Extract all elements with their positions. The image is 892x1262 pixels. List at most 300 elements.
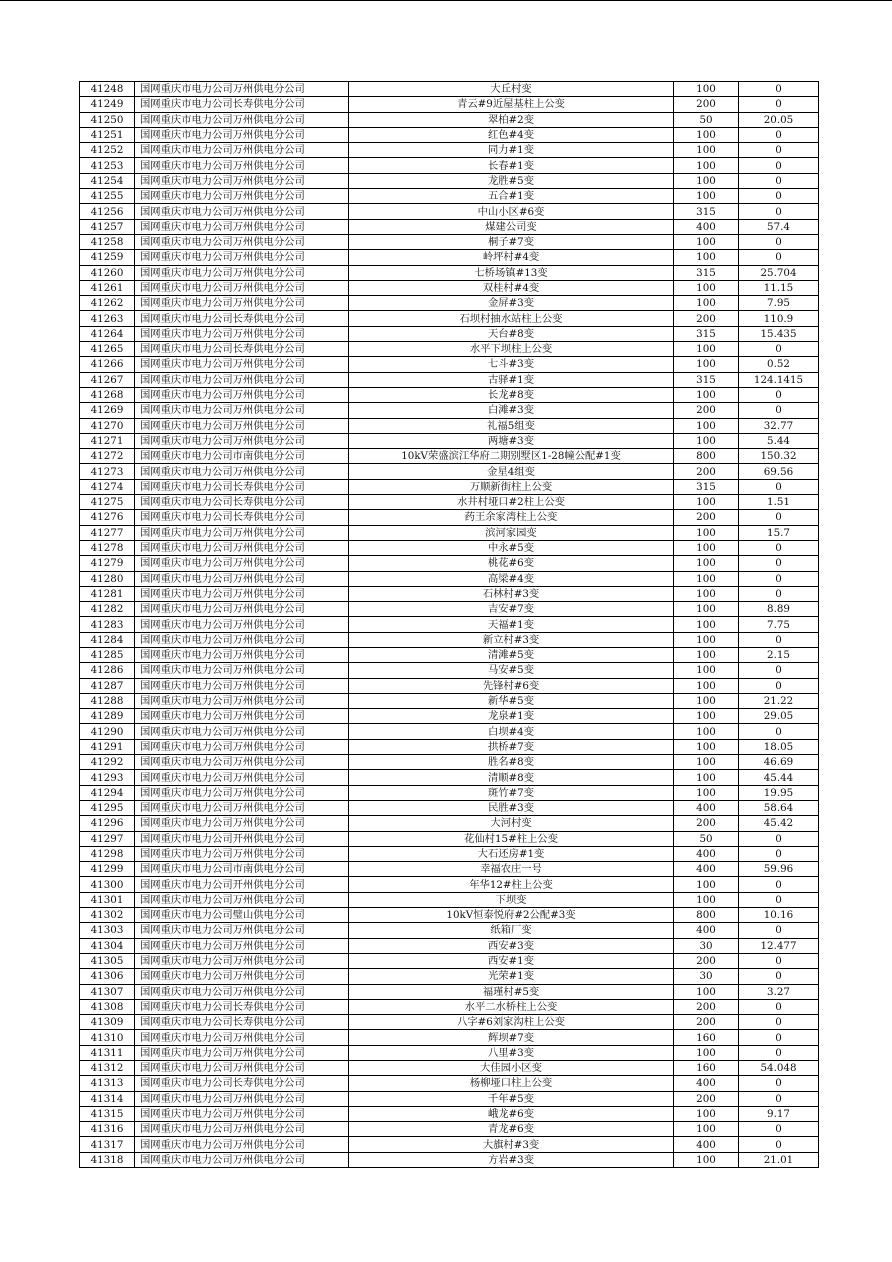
table-row bbox=[80, 984, 819, 999]
cell-value: 0 bbox=[739, 403, 819, 418]
cell-transformer-name: 万顺新街柱上公变 bbox=[349, 479, 674, 494]
cell-company: 国网重庆市电力公司万州供电分公司 bbox=[135, 938, 349, 953]
cell-transformer-name: 金屏#3变 bbox=[349, 296, 674, 311]
table-row bbox=[80, 831, 819, 846]
cell-transformer-name: 杨柳垭口柱上公变 bbox=[349, 1076, 674, 1091]
cell-company: 国网重庆市电力公司万州供电分公司 bbox=[135, 525, 349, 540]
cell-company: 国网重庆市电力公司万州供电分公司 bbox=[135, 357, 349, 372]
table-row bbox=[80, 219, 819, 234]
cell-value: 0 bbox=[739, 831, 819, 846]
cell-transformer-name: 两塘#3变 bbox=[349, 433, 674, 448]
cell-company: 国网重庆市电力公司万州供电分公司 bbox=[135, 433, 349, 448]
cell-company: 国网重庆市电力公司开州供电分公司 bbox=[135, 831, 349, 846]
cell-company: 国网重庆市电力公司万州供电分公司 bbox=[135, 112, 349, 127]
cell-id: 41310 bbox=[80, 1030, 135, 1045]
cell-value: 21.22 bbox=[739, 693, 819, 708]
cell-transformer-name: 西安#3变 bbox=[349, 938, 674, 953]
cell-transformer-name: 大佳园小区变 bbox=[349, 1061, 674, 1076]
cell-transformer-name: 花仙村15#柱上公变 bbox=[349, 831, 674, 846]
cell-id: 41294 bbox=[80, 785, 135, 800]
cell-company: 国网重庆市电力公司长寿供电分公司 bbox=[135, 311, 349, 326]
cell-id: 41262 bbox=[80, 296, 135, 311]
cell-transformer-name: 长龙#8变 bbox=[349, 387, 674, 402]
cell-capacity: 200 bbox=[674, 403, 739, 418]
table-row bbox=[80, 418, 819, 433]
cell-capacity: 100 bbox=[674, 1106, 739, 1121]
cell-capacity: 100 bbox=[674, 158, 739, 173]
table-row bbox=[80, 693, 819, 708]
cell-value: 0 bbox=[739, 999, 819, 1014]
cell-company: 国网重庆市电力公司万州供电分公司 bbox=[135, 1045, 349, 1060]
cell-transformer-name: 大石还房#1变 bbox=[349, 846, 674, 861]
table-row bbox=[80, 1061, 819, 1076]
cell-capacity: 100 bbox=[674, 189, 739, 204]
table-row bbox=[80, 127, 819, 142]
cell-company: 国网重庆市电力公司长寿供电分公司 bbox=[135, 479, 349, 494]
cell-company: 国网重庆市电力公司万州供电分公司 bbox=[135, 969, 349, 984]
cell-capacity: 100 bbox=[674, 433, 739, 448]
cell-id: 41254 bbox=[80, 173, 135, 188]
cell-transformer-name: 幸福农庄一号 bbox=[349, 862, 674, 877]
cell-capacity: 200 bbox=[674, 1091, 739, 1106]
table-row bbox=[80, 1152, 819, 1167]
cell-capacity: 100 bbox=[674, 1045, 739, 1060]
cell-id: 41264 bbox=[80, 326, 135, 341]
cell-capacity: 100 bbox=[674, 877, 739, 892]
cell-transformer-name: 胜名#8变 bbox=[349, 755, 674, 770]
cell-capacity: 315 bbox=[674, 479, 739, 494]
cell-capacity: 100 bbox=[674, 143, 739, 158]
data-table bbox=[79, 81, 819, 1168]
cell-transformer-name: 青龙#6变 bbox=[349, 1122, 674, 1137]
table-row bbox=[80, 449, 819, 464]
cell-company: 国网重庆市电力公司万州供电分公司 bbox=[135, 571, 349, 586]
table-row bbox=[80, 387, 819, 402]
cell-transformer-name: 滨河家园变 bbox=[349, 525, 674, 540]
cell-id: 41248 bbox=[80, 82, 135, 97]
cell-transformer-name: 清顺#8变 bbox=[349, 770, 674, 785]
cell-company: 国网重庆市电力公司万州供电分公司 bbox=[135, 846, 349, 861]
cell-transformer-name: 10kV荣盛滨江华府二期别墅区1-28幢公配#1变 bbox=[349, 449, 674, 464]
cell-value: 0 bbox=[739, 556, 819, 571]
cell-id: 41313 bbox=[80, 1076, 135, 1091]
cell-company: 国网重庆市电力公司市南供电分公司 bbox=[135, 449, 349, 464]
table-row bbox=[80, 1015, 819, 1030]
cell-capacity: 100 bbox=[674, 739, 739, 754]
cell-company: 国网重庆市电力公司万州供电分公司 bbox=[135, 984, 349, 999]
cell-company: 国网重庆市电力公司万州供电分公司 bbox=[135, 647, 349, 662]
cell-id: 41286 bbox=[80, 663, 135, 678]
cell-company: 国网重庆市电力公司万州供电分公司 bbox=[135, 1137, 349, 1152]
cell-company: 国网重庆市电力公司万州供电分公司 bbox=[135, 296, 349, 311]
cell-capacity: 50 bbox=[674, 831, 739, 846]
cell-company: 国网重庆市电力公司万州供电分公司 bbox=[135, 693, 349, 708]
cell-value: 110.9 bbox=[739, 311, 819, 326]
cell-value: 45.42 bbox=[739, 816, 819, 831]
table-row bbox=[80, 495, 819, 510]
cell-company: 国网重庆市电力公司万州供电分公司 bbox=[135, 1030, 349, 1045]
cell-capacity: 100 bbox=[674, 1152, 739, 1167]
cell-value: 0 bbox=[739, 663, 819, 678]
cell-transformer-name: 石林村#3变 bbox=[349, 586, 674, 601]
cell-capacity: 315 bbox=[674, 326, 739, 341]
cell-capacity: 100 bbox=[674, 280, 739, 295]
cell-company: 国网重庆市电力公司万州供电分公司 bbox=[135, 923, 349, 938]
table-row bbox=[80, 785, 819, 800]
cell-company: 国网重庆市电力公司万州供电分公司 bbox=[135, 372, 349, 387]
cell-value: 46.69 bbox=[739, 755, 819, 770]
cell-id: 41283 bbox=[80, 617, 135, 632]
cell-id: 41318 bbox=[80, 1152, 135, 1167]
cell-value: 0 bbox=[739, 510, 819, 525]
table-row bbox=[80, 938, 819, 953]
cell-value: 8.89 bbox=[739, 602, 819, 617]
table-row bbox=[80, 877, 819, 892]
cell-id: 41265 bbox=[80, 342, 135, 357]
cell-id: 41267 bbox=[80, 372, 135, 387]
cell-value: 0 bbox=[739, 923, 819, 938]
table-row bbox=[80, 372, 819, 387]
cell-id: 41261 bbox=[80, 280, 135, 295]
table-row bbox=[80, 862, 819, 877]
cell-company: 国网重庆市电力公司万州供电分公司 bbox=[135, 204, 349, 219]
cell-id: 41317 bbox=[80, 1137, 135, 1152]
cell-capacity: 100 bbox=[674, 418, 739, 433]
cell-transformer-name: 下坝变 bbox=[349, 892, 674, 907]
cell-value: 15.7 bbox=[739, 525, 819, 540]
cell-capacity: 100 bbox=[674, 892, 739, 907]
cell-capacity: 800 bbox=[674, 908, 739, 923]
cell-capacity: 200 bbox=[674, 97, 739, 112]
cell-company: 国网重庆市电力公司长寿供电分公司 bbox=[135, 97, 349, 112]
cell-value: 5.44 bbox=[739, 433, 819, 448]
cell-capacity: 200 bbox=[674, 464, 739, 479]
cell-transformer-name: 桃花#6变 bbox=[349, 556, 674, 571]
cell-id: 41253 bbox=[80, 158, 135, 173]
cell-value: 58.64 bbox=[739, 800, 819, 815]
table-row bbox=[80, 571, 819, 586]
cell-value: 3.27 bbox=[739, 984, 819, 999]
cell-company: 国网重庆市电力公司长寿供电分公司 bbox=[135, 510, 349, 525]
cell-transformer-name: 古驿#1变 bbox=[349, 372, 674, 387]
table-row bbox=[80, 97, 819, 112]
cell-value: 0 bbox=[739, 953, 819, 968]
cell-company: 国网重庆市电力公司万州供电分公司 bbox=[135, 953, 349, 968]
table-row bbox=[80, 112, 819, 127]
table-row bbox=[80, 189, 819, 204]
cell-id: 41270 bbox=[80, 418, 135, 433]
cell-capacity: 100 bbox=[674, 556, 739, 571]
cell-company: 国网重庆市电力公司万州供电分公司 bbox=[135, 1061, 349, 1076]
cell-capacity: 100 bbox=[674, 342, 739, 357]
cell-company: 国网重庆市电力公司万州供电分公司 bbox=[135, 632, 349, 647]
cell-id: 41271 bbox=[80, 433, 135, 448]
cell-company: 国网重庆市电力公司万州供电分公司 bbox=[135, 755, 349, 770]
cell-capacity: 30 bbox=[674, 969, 739, 984]
cell-value: 0 bbox=[739, 877, 819, 892]
table-row bbox=[80, 999, 819, 1014]
cell-capacity: 100 bbox=[674, 632, 739, 647]
cell-transformer-name: 方岩#3变 bbox=[349, 1152, 674, 1167]
cell-id: 41288 bbox=[80, 693, 135, 708]
cell-capacity: 100 bbox=[674, 755, 739, 770]
cell-transformer-name: 七斗#3变 bbox=[349, 357, 674, 372]
cell-company: 国网重庆市电力公司万州供电分公司 bbox=[135, 143, 349, 158]
cell-transformer-name: 大旗村#3变 bbox=[349, 1137, 674, 1152]
cell-transformer-name: 大丘村变 bbox=[349, 82, 674, 97]
cell-transformer-name: 大河村变 bbox=[349, 816, 674, 831]
cell-company: 国网重庆市电力公司市南供电分公司 bbox=[135, 862, 349, 877]
cell-value: 1.51 bbox=[739, 495, 819, 510]
cell-company: 国网重庆市电力公司万州供电分公司 bbox=[135, 219, 349, 234]
cell-capacity: 400 bbox=[674, 1137, 739, 1152]
cell-value: 18.05 bbox=[739, 739, 819, 754]
cell-transformer-name: 岭坪村#4变 bbox=[349, 250, 674, 265]
cell-company: 国网重庆市电力公司万州供电分公司 bbox=[135, 1152, 349, 1167]
cell-transformer-name: 福瑾村#5变 bbox=[349, 984, 674, 999]
table-row bbox=[80, 816, 819, 831]
cell-capacity: 315 bbox=[674, 265, 739, 280]
cell-value: 2.15 bbox=[739, 647, 819, 662]
cell-value: 69.56 bbox=[739, 464, 819, 479]
cell-transformer-name: 新立村#3变 bbox=[349, 632, 674, 647]
cell-capacity: 100 bbox=[674, 525, 739, 540]
cell-company: 国网重庆市电力公司万州供电分公司 bbox=[135, 1091, 349, 1106]
cell-id: 41285 bbox=[80, 647, 135, 662]
table-row bbox=[80, 908, 819, 923]
cell-company: 国网重庆市电力公司璧山供电分公司 bbox=[135, 908, 349, 923]
cell-transformer-name: 龙胜#5变 bbox=[349, 173, 674, 188]
table-row bbox=[80, 678, 819, 693]
cell-value: 0 bbox=[739, 250, 819, 265]
cell-value: 0 bbox=[739, 678, 819, 693]
cell-value: 9.17 bbox=[739, 1106, 819, 1121]
cell-capacity: 100 bbox=[674, 296, 739, 311]
cell-company: 国网重庆市电力公司万州供电分公司 bbox=[135, 464, 349, 479]
cell-id: 41284 bbox=[80, 632, 135, 647]
cell-transformer-name: 峨龙#6变 bbox=[349, 1106, 674, 1121]
cell-id: 41293 bbox=[80, 770, 135, 785]
cell-transformer-name: 光荣#1变 bbox=[349, 969, 674, 984]
table-row bbox=[80, 1076, 819, 1091]
cell-capacity: 160 bbox=[674, 1030, 739, 1045]
table-row bbox=[80, 617, 819, 632]
cell-id: 41263 bbox=[80, 311, 135, 326]
cell-capacity: 100 bbox=[674, 678, 739, 693]
cell-capacity: 100 bbox=[674, 571, 739, 586]
cell-id: 41260 bbox=[80, 265, 135, 280]
cell-id: 41252 bbox=[80, 143, 135, 158]
table-row bbox=[80, 143, 819, 158]
cell-capacity: 30 bbox=[674, 938, 739, 953]
table-row bbox=[80, 357, 819, 372]
cell-value: 0 bbox=[739, 1076, 819, 1091]
cell-company: 国网重庆市电力公司长寿供电分公司 bbox=[135, 999, 349, 1014]
cell-transformer-name: 煤建公司变 bbox=[349, 219, 674, 234]
cell-transformer-name: 中山小区#6变 bbox=[349, 204, 674, 219]
cell-transformer-name: 天福#1变 bbox=[349, 617, 674, 632]
cell-id: 41289 bbox=[80, 709, 135, 724]
cell-value: 0 bbox=[739, 1015, 819, 1030]
cell-value: 54.048 bbox=[739, 1061, 819, 1076]
cell-id: 41275 bbox=[80, 495, 135, 510]
table-row bbox=[80, 311, 819, 326]
cell-transformer-name: 10kV恒泰悦府#2公配#3变 bbox=[349, 908, 674, 923]
cell-value: 0 bbox=[739, 1030, 819, 1045]
cell-capacity: 315 bbox=[674, 204, 739, 219]
cell-transformer-name: 新华#5变 bbox=[349, 693, 674, 708]
cell-company: 国网重庆市电力公司万州供电分公司 bbox=[135, 326, 349, 341]
table-row bbox=[80, 1045, 819, 1060]
cell-id: 41273 bbox=[80, 464, 135, 479]
cell-value: 0 bbox=[739, 892, 819, 907]
cell-company: 国网重庆市电力公司万州供电分公司 bbox=[135, 663, 349, 678]
cell-company: 国网重庆市电力公司万州供电分公司 bbox=[135, 739, 349, 754]
cell-id: 41306 bbox=[80, 969, 135, 984]
table-row bbox=[80, 540, 819, 555]
cell-id: 41251 bbox=[80, 127, 135, 142]
cell-id: 41280 bbox=[80, 571, 135, 586]
cell-transformer-name: 千年#5变 bbox=[349, 1091, 674, 1106]
cell-capacity: 100 bbox=[674, 709, 739, 724]
cell-id: 41290 bbox=[80, 724, 135, 739]
cell-transformer-name: 先锋村#6变 bbox=[349, 678, 674, 693]
table-row bbox=[80, 602, 819, 617]
cell-id: 41249 bbox=[80, 97, 135, 112]
table-row bbox=[80, 1106, 819, 1121]
table-row bbox=[80, 556, 819, 571]
cell-transformer-name: 中永#5变 bbox=[349, 540, 674, 555]
cell-company: 国网重庆市电力公司万州供电分公司 bbox=[135, 280, 349, 295]
table-row bbox=[80, 525, 819, 540]
cell-company: 国网重庆市电力公司万州供电分公司 bbox=[135, 540, 349, 555]
cell-company: 国网重庆市电力公司万州供电分公司 bbox=[135, 617, 349, 632]
cell-id: 41302 bbox=[80, 908, 135, 923]
table-row bbox=[80, 586, 819, 601]
cell-value: 0 bbox=[739, 1091, 819, 1106]
cell-transformer-name: 西安#1变 bbox=[349, 953, 674, 968]
cell-transformer-name: 八里#3变 bbox=[349, 1045, 674, 1060]
cell-capacity: 200 bbox=[674, 816, 739, 831]
cell-transformer-name: 五合#1变 bbox=[349, 189, 674, 204]
cell-value: 0.52 bbox=[739, 357, 819, 372]
cell-value: 0 bbox=[739, 969, 819, 984]
table-row bbox=[80, 739, 819, 754]
table-row bbox=[80, 403, 819, 418]
cell-value: 10.16 bbox=[739, 908, 819, 923]
cell-company: 国网重庆市电力公司万州供电分公司 bbox=[135, 785, 349, 800]
cell-company: 国网重庆市电力公司万州供电分公司 bbox=[135, 556, 349, 571]
cell-value: 0 bbox=[739, 632, 819, 647]
cell-company: 国网重庆市电力公司万州供电分公司 bbox=[135, 387, 349, 402]
cell-company: 国网重庆市电力公司万州供电分公司 bbox=[135, 265, 349, 280]
cell-company: 国网重庆市电力公司万州供电分公司 bbox=[135, 234, 349, 249]
cell-capacity: 200 bbox=[674, 510, 739, 525]
cell-value: 124.1415 bbox=[739, 372, 819, 387]
cell-company: 国网重庆市电力公司万州供电分公司 bbox=[135, 678, 349, 693]
cell-id: 41305 bbox=[80, 953, 135, 968]
cell-capacity: 400 bbox=[674, 1076, 739, 1091]
cell-id: 41258 bbox=[80, 234, 135, 249]
cell-capacity: 100 bbox=[674, 387, 739, 402]
cell-value: 21.01 bbox=[739, 1152, 819, 1167]
cell-id: 41276 bbox=[80, 510, 135, 525]
cell-transformer-name: 拱桥#7变 bbox=[349, 739, 674, 754]
cell-capacity: 100 bbox=[674, 495, 739, 510]
table-row bbox=[80, 632, 819, 647]
table-row bbox=[80, 1030, 819, 1045]
cell-company: 国网重庆市电力公司万州供电分公司 bbox=[135, 709, 349, 724]
cell-value: 0 bbox=[739, 1137, 819, 1152]
cell-id: 41308 bbox=[80, 999, 135, 1014]
cell-transformer-name: 八字#6刘家沟柱上公变 bbox=[349, 1015, 674, 1030]
table-row bbox=[80, 770, 819, 785]
table-row bbox=[80, 800, 819, 815]
table-row bbox=[80, 265, 819, 280]
cell-transformer-name: 七桥场镇#13变 bbox=[349, 265, 674, 280]
cell-transformer-name: 桐子#7变 bbox=[349, 234, 674, 249]
cell-company: 国网重庆市电力公司万州供电分公司 bbox=[135, 800, 349, 815]
cell-id: 41311 bbox=[80, 1045, 135, 1060]
cell-id: 41278 bbox=[80, 540, 135, 555]
cell-capacity: 400 bbox=[674, 219, 739, 234]
cell-company: 国网重庆市电力公司万州供电分公司 bbox=[135, 602, 349, 617]
cell-capacity: 400 bbox=[674, 800, 739, 815]
cell-id: 41259 bbox=[80, 250, 135, 265]
cell-id: 41255 bbox=[80, 189, 135, 204]
cell-transformer-name: 斑竹#7变 bbox=[349, 785, 674, 800]
cell-capacity: 100 bbox=[674, 127, 739, 142]
cell-company: 国网重庆市电力公司万州供电分公司 bbox=[135, 250, 349, 265]
cell-capacity: 100 bbox=[674, 173, 739, 188]
cell-value: 32.77 bbox=[739, 418, 819, 433]
cell-value: 25.704 bbox=[739, 265, 819, 280]
cell-value: 0 bbox=[739, 1122, 819, 1137]
cell-capacity: 160 bbox=[674, 1061, 739, 1076]
table-row bbox=[80, 755, 819, 770]
cell-value: 0 bbox=[739, 97, 819, 112]
cell-transformer-name: 水平下坝柱上公变 bbox=[349, 342, 674, 357]
cell-id: 41266 bbox=[80, 357, 135, 372]
cell-id: 41314 bbox=[80, 1091, 135, 1106]
cell-capacity: 400 bbox=[674, 846, 739, 861]
cell-transformer-name: 龙泉#1变 bbox=[349, 709, 674, 724]
cell-company: 国网重庆市电力公司开州供电分公司 bbox=[135, 877, 349, 892]
cell-capacity: 100 bbox=[674, 785, 739, 800]
table-row bbox=[80, 892, 819, 907]
cell-company: 国网重庆市电力公司万州供电分公司 bbox=[135, 770, 349, 785]
table-row bbox=[80, 296, 819, 311]
cell-company: 国网重庆市电力公司万州供电分公司 bbox=[135, 127, 349, 142]
cell-transformer-name: 清滩#5变 bbox=[349, 647, 674, 662]
cell-capacity: 100 bbox=[674, 1122, 739, 1137]
table-row bbox=[80, 280, 819, 295]
cell-company: 国网重庆市电力公司万州供电分公司 bbox=[135, 158, 349, 173]
table-row bbox=[80, 709, 819, 724]
cell-company: 国网重庆市电力公司万州供电分公司 bbox=[135, 189, 349, 204]
cell-value: 0 bbox=[739, 158, 819, 173]
cell-capacity: 100 bbox=[674, 357, 739, 372]
cell-id: 41296 bbox=[80, 816, 135, 831]
cell-transformer-name: 水平二水桥柱上公变 bbox=[349, 999, 674, 1014]
cell-capacity: 100 bbox=[674, 647, 739, 662]
cell-value: 0 bbox=[739, 1045, 819, 1060]
cell-id: 41277 bbox=[80, 525, 135, 540]
table-row bbox=[80, 969, 819, 984]
cell-capacity: 315 bbox=[674, 372, 739, 387]
cell-capacity: 200 bbox=[674, 311, 739, 326]
cell-id: 41272 bbox=[80, 449, 135, 464]
